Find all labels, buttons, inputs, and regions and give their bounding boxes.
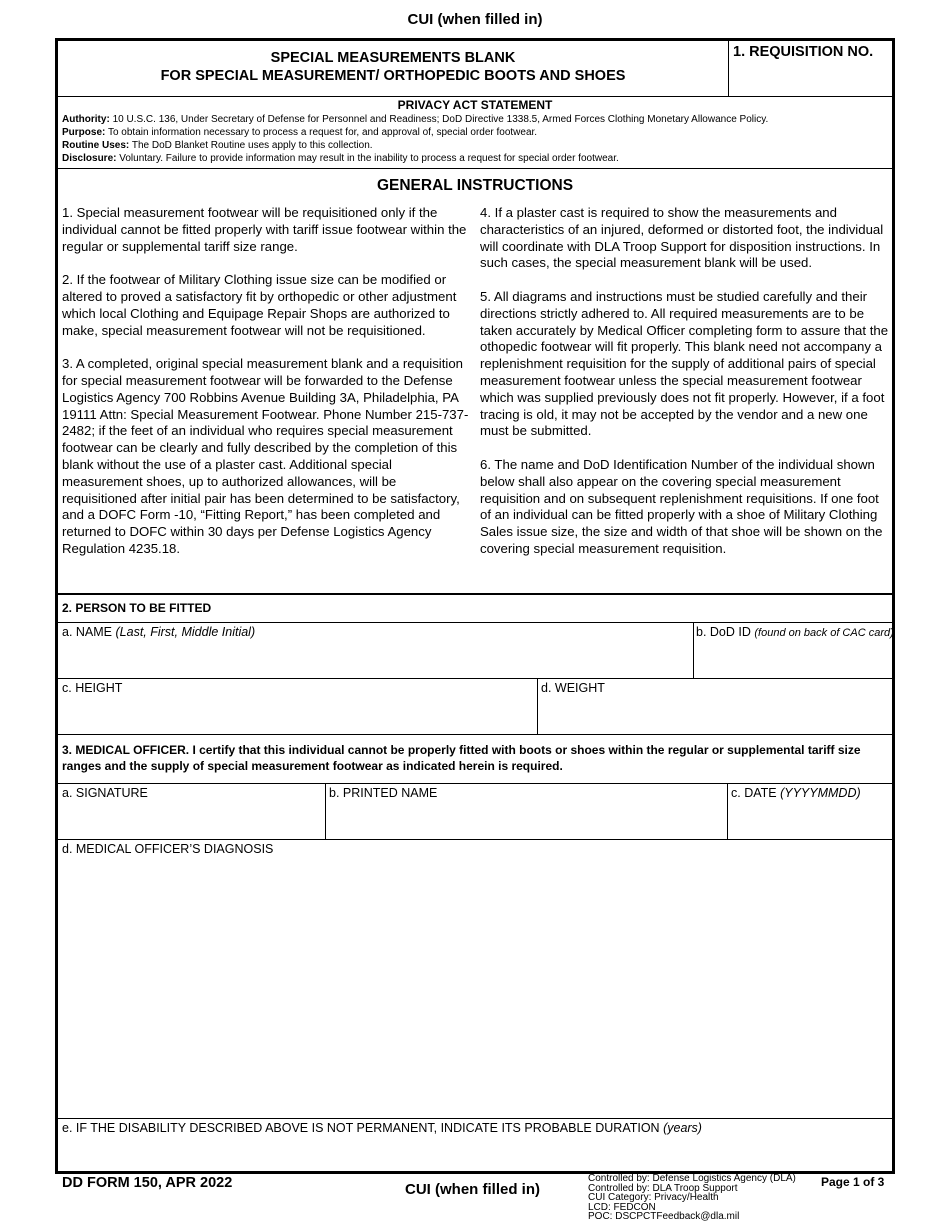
purpose-text: To obtain information necessary to process a request for, and approval of, special order footwear. [107, 127, 538, 138]
divider [58, 839, 892, 840]
disclosure-label: Disclosure: [62, 153, 117, 164]
page-number: Page 1 of 3 [821, 1175, 885, 1189]
divider [58, 96, 892, 97]
signature-label: a. SIGNATURE [62, 786, 148, 800]
general-instructions-title: GENERAL INSTRUCTIONS [376, 177, 574, 194]
divider [58, 783, 892, 784]
form-title-line2: FOR SPECIAL MEASUREMENT/ ORTHOPEDIC BOOTS AND SHOES [160, 68, 626, 84]
duration-hint: (years) [663, 1121, 702, 1135]
controlled-by-1: Controlled by: Defense Logistics Agency (DLA) [588, 1173, 796, 1184]
requisition-no-label: 1. REQUISITION NO. [733, 44, 874, 60]
instruction-4: 4. If a plaster cast is required to show the measurements and characteristics of an injured, deformed or distorted foot, the individual will coordinate with DLA Troop Support for disposition instructions. In such cases, the special measurement blank will be used. [480, 205, 884, 271]
dod-id-label [696, 625, 894, 639]
instruction-2: 2. If the footwear of Military Clothing issue size can be modified or altered to proved a satisfactory fit by orthopedic or other adjustment which local Clothing and Equipage Repair Shops are authorized to make, special measurement footwear will not be requisitioned. [62, 272, 457, 338]
person-section-label: 2. PERSON TO BE FITTED [62, 601, 212, 615]
authority-text: 10 U.S.C. 136, Under Secretary of Defense for Personnel and Readiness; DoD Directive 1338.5, Armed Forces Clothing Monetary Allowance Policy. [112, 114, 769, 125]
instruction-1: 1. Special measurement footwear will be requisitioned only if the individual cannot be fitted properly with tariff issue footwear within the regular or supplemental tariff size range. [62, 205, 467, 254]
divider [58, 593, 892, 595]
purpose-label: Purpose: [62, 127, 106, 138]
name-label [62, 625, 255, 639]
date-hint: (YYYYMMDD) [780, 786, 861, 800]
instructions-left-column [62, 205, 474, 575]
form-title [58, 49, 728, 85]
cui-marking-bottom: CUI (when filled in) [405, 1181, 540, 1198]
diagnosis-field[interactable] [58, 859, 892, 1117]
date-label-text: c. DATE [731, 786, 777, 800]
privacy-title: PRIVACY ACT STATEMENT [397, 98, 553, 112]
form-id: DD FORM 150, APR 2022 [62, 1175, 233, 1191]
dod-id-label-text: b. DoD ID [696, 625, 751, 639]
duration-label [62, 1121, 702, 1135]
routine-text: The DoD Blanket Routine uses apply to this collection. [131, 140, 373, 151]
instruction-3: 3. A completed, original special measurement blank and a requisition for special measurement footwear will be forwarded to the Defense Logistics Agency 700 Robbins Avenue Building 3A, Philadelphia, PA 19111 Attn: Special Measurement Footwear. Phone Number 215-737-2482; if the feet of an individual who requires special measurement footwear can be clearly and fully described by the completion of this blank without the use of a plaster cast. Additional special measurement shoes, up to authorized allowances, will be requisitioned after initial pair has been determined to be satisfactory, and a DOFC Form -10, “Fitting Report,” has been completed and returned to DOFC within 30 days per Defense Logistics Agency Regulation 4235.18. [62, 356, 469, 556]
weight-label: d. WEIGHT [541, 681, 605, 695]
cui-marking-top: CUI (when filled in) [407, 11, 543, 28]
medical-officer-certification: 3. MEDICAL OFFICER. I certify that this individual cannot be properly fitted with boots or shoes within the regular or supplemental tariff size ranges and the supply of special measurement footwear as indicated herein is required. [62, 743, 861, 773]
authority-label: Authority: [62, 114, 110, 125]
divider [58, 734, 892, 735]
date-label [731, 786, 861, 800]
divider [58, 678, 892, 679]
height-field[interactable] [58, 697, 536, 733]
name-hint: (Last, First, Middle Initial) [115, 625, 256, 639]
signature-field[interactable] [58, 802, 324, 838]
weight-field[interactable] [538, 697, 892, 733]
instruction-6: 6. The name and DoD Identification Number of the individual shown below shall also appear on the covering special measurement requisition and on subsequent replenishment requisitions. If one foot of an individual can be fitted properly with a shoe of Military Clothing Sales issue size, the size and width of that shoe will be shown on the covering special measurement requisition. [480, 456, 883, 556]
instruction-5: 5. All diagrams and instructions must be studied carefully and their directions strictly adhered to. All required measurements are to be taken accurately by Medical Officer completing form to assure that the othopedic footwear will fit properly. This blank need not accompany a replenishment requisition for the supply of additional pairs of special measurement footwear unless the special measurement footwear which was supplied previously does not fit properly. However, if a foot tracing is old, it may not be accepted by the vendor and a new one must be submitted. [480, 288, 889, 439]
dod-id-field[interactable] [694, 641, 892, 677]
divider [58, 622, 892, 623]
diagnosis-label: d. MEDICAL OFFICER’S DIAGNOSIS [62, 842, 274, 856]
printed-name-label: b. PRINTED NAME [329, 786, 438, 800]
instructions-right-column [480, 205, 892, 575]
privacy-statement [62, 113, 888, 165]
poc: POC: DSCPCTFeedback@dla.mil [588, 1211, 740, 1222]
duration-field[interactable] [58, 1137, 892, 1171]
cui-category: CUI Category: Privacy/Health [588, 1192, 719, 1203]
name-field[interactable] [58, 641, 692, 677]
dod-id-hint: (found on back of CAC card) [754, 627, 894, 639]
routine-label: Routine Uses: [62, 140, 130, 151]
disclosure-text: Voluntary. Failure to provide information may result in the inability to process a request for special order footwear. [119, 153, 619, 164]
form-title-line1: SPECIAL MEASUREMENTS BLANK [270, 50, 516, 66]
duration-label-text: e. IF THE DISABILITY DESCRIBED ABOVE IS NOT PERMANENT, INDICATE ITS PROBABLE DURATION [62, 1121, 660, 1135]
controlled-by-2: Controlled by: DLA Troop Support [588, 1182, 738, 1194]
requisition-no-field[interactable] [729, 63, 892, 95]
divider [58, 1118, 892, 1119]
cui-control-block [588, 1174, 796, 1222]
name-label-text: a. NAME [62, 625, 113, 639]
printed-name-field[interactable] [326, 802, 726, 838]
lcd: LCD: FEDCON [588, 1201, 656, 1213]
date-field[interactable] [728, 802, 892, 838]
divider [58, 168, 892, 169]
form-frame [55, 38, 895, 1174]
height-label: c. HEIGHT [62, 681, 123, 695]
